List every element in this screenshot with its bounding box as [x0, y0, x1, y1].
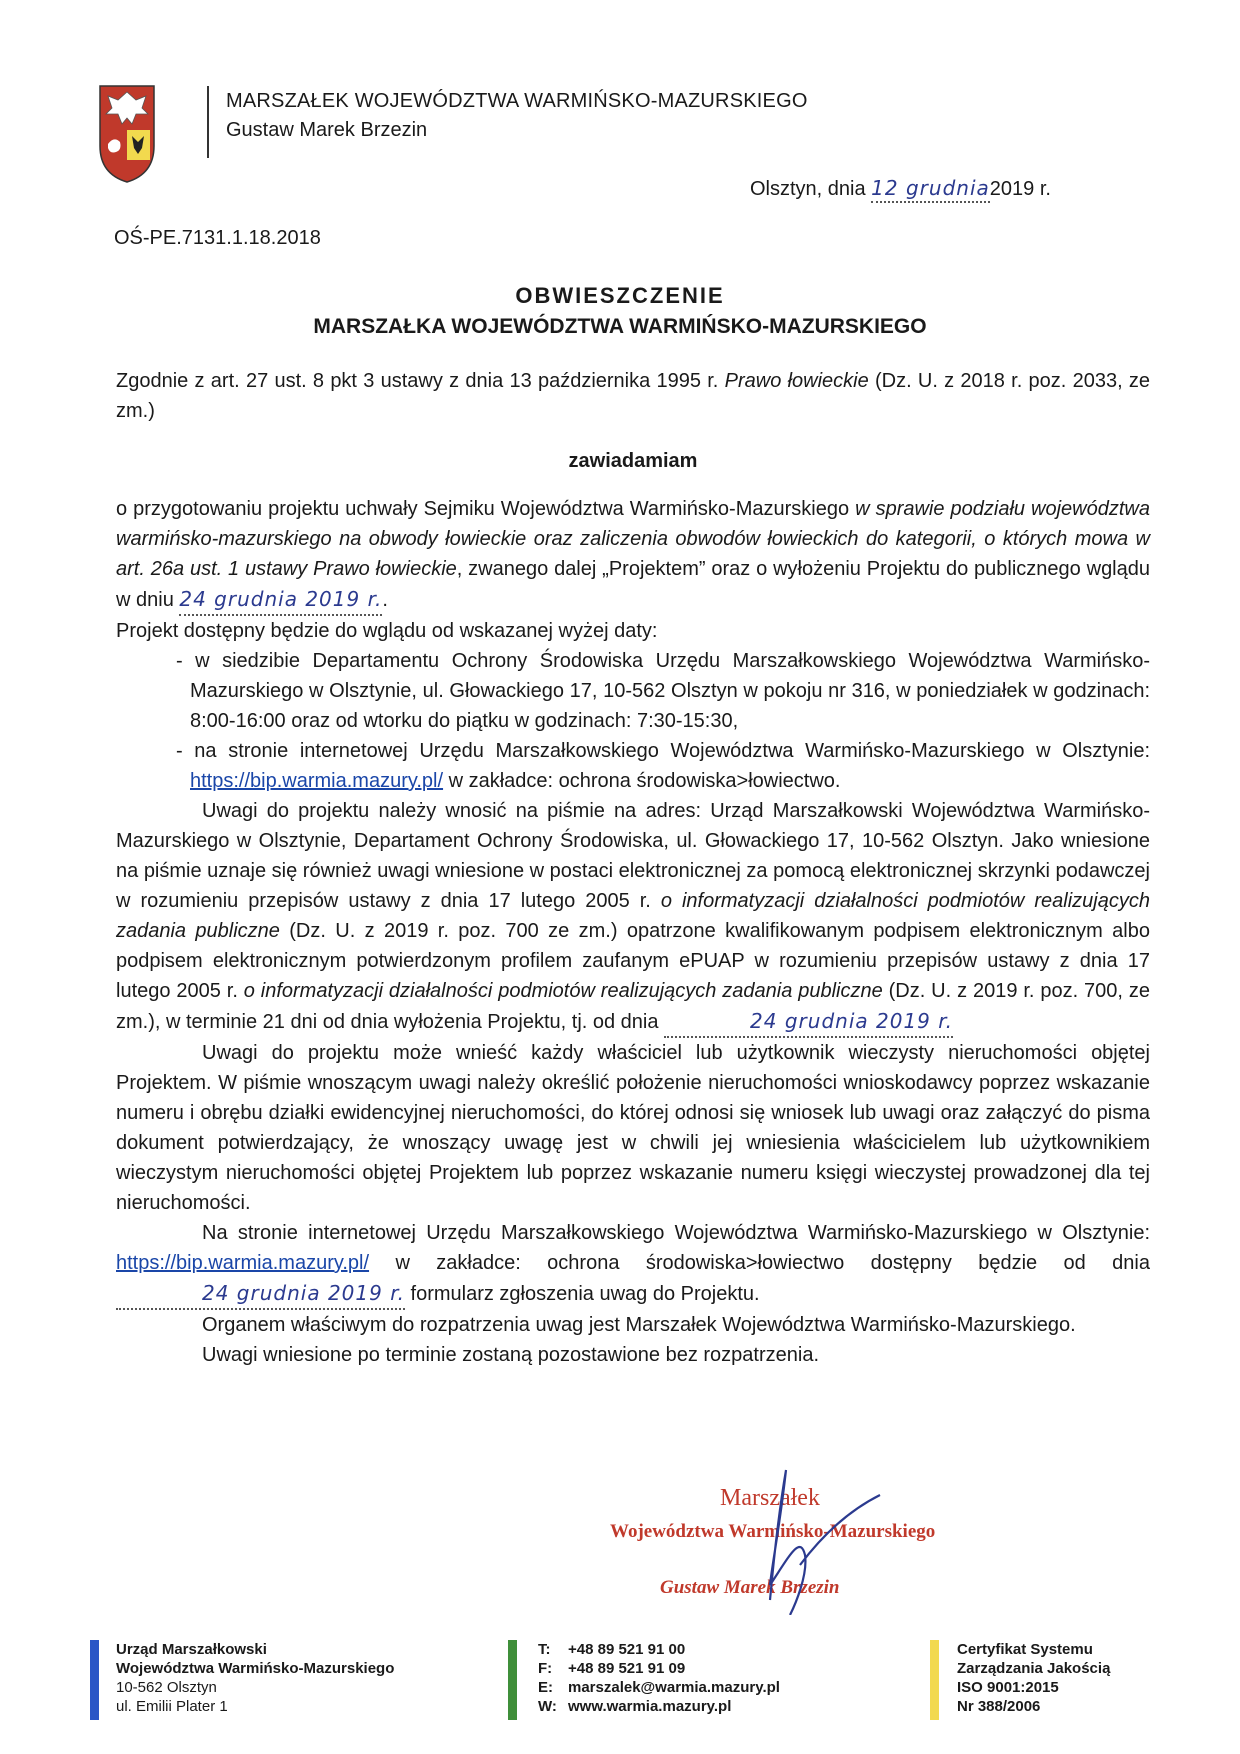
paragraph-late-submissions: Uwagi wniesione po terminie zostaną pozostawione bez rozpatrzenia.: [202, 1344, 820, 1366]
date-year: 2019 r.: [989, 178, 1051, 200]
stamp-line-2: Województwa Warmińsko-Mazurskiego: [610, 1521, 936, 1542]
phone-number: +48 89 521 91 00: [568, 1641, 686, 1658]
footer-bar-green: [508, 1640, 517, 1720]
issuer-title: MARSZAŁEK WOJEWÓDZTWA WARMIŃSKO-MAZURSKIEGO: [226, 90, 808, 112]
bip-link[interactable]: https://bip.warmia.mazury.pl/: [190, 770, 444, 792]
paragraph-availability: Projekt dostępny będzie do wglądu od wskazanej wyżej daty:: [116, 620, 658, 642]
paragraph-form: Na stronie internetowej Urzędu Marszałkowskiego Województwa Warmińsko-Mazurskiego w Olsztynie: https://bip.warmia.mazury.pl/ w zakładce: ochrona środowiska>łowiectwo dostępny będzie od dnia 24 grudnia 2019 r. formularz zgłoszenia uwag do Projektu.: [116, 1218, 1150, 1310]
document-body: [116, 366, 1150, 1370]
footer-bar-blue: [90, 1640, 99, 1720]
paragraph-authority: Organem właściwym do rozpatrzenia uwag jest Marszałek Województwa Warmińsko-Mazurskiego.: [202, 1314, 1076, 1336]
intro-paragraph: Zgodnie z art. 27 ust. 8 pkt 3 ustawy z dnia 13 października 1995 r. Prawo łowieckie (Dz. U. z 2018 r. poz. 2033, ze zm.): [116, 370, 1151, 422]
coat-of-arms-icon: [98, 84, 156, 184]
footer-contact: T: +48 89 521 91 00 F: +48 89 521 91 09 E: marszalek@warmia.mazury.pl W: www.warmia.mazury.pl: [538, 1641, 780, 1715]
document-title: OBWIESZCZENIE: [515, 283, 725, 308]
date-prefix: Olsztyn, dnia: [750, 178, 866, 200]
paragraph-who-may-submit: Uwagi do projektu może wnieść każdy właściciel lub użytkownik wieczysty nieruchomości objętej Projektem. W piśmie wnoszącym uwagi należy określić położenie nieruchomości wnioskodawcy poprzez wskazanie numeru i obrębu działki ewidencyjnej nieruchomości, do której odnosi się wniosek lub uwagi oraz załączyć do pisma dokument potwierdzający, że wnoszący uwagę jest w chwili jej wniesienia właścicielem lub użytkownikiem wieczystym nieruchomości objętej Projektem lub poprzez wskazanie numeru księgi wieczystej prowadzonej dla tej nieruchomości.: [116, 1042, 1150, 1214]
paragraph-project: o przygotowaniu projektu uchwały Sejmiku Województwa Warmińsko-Mazurskiego w sprawie podziału województwa warmińsko-mazurskiego na obwody łowieckie oraz zaliczenia obwodów łowieckich do kategorii, o których mowa w art. 26a ust. 1 ustawy Prawo łowieckie, zwanego dalej „Projektem” oraz o wyłożeniu Projektu do publicznego wglądu w dniu 24 grudnia 2019 r..: [116, 494, 1150, 616]
handwritten-date: 24 grudnia 2019 r.: [179, 584, 382, 616]
stamp-line-1: Marszałek: [720, 1485, 820, 1511]
paragraph-submission: Uwagi do projektu należy wnosić na piśmie na adres: Urząd Marszałkowski Województwa Warmińsko-Mazurskiego w Olsztynie, Departament Ochrony Środowiska, ul. Głowackiego 17, 10-562 Olsztyn. Jako wniesione na piśmie uznaje się również uwagi wniesione w postaci elektronicznej za pomocą elektronicznej skrzynki podawczej w rozumieniu przepisów ustawy z dnia 17 lutego 2005 r. o informatyzacji działalności podmiotów realizujących zadania publiczne (Dz. U. z 2019 r. poz. 700 ze zm.) opatrzone kwalifikowanym podpisem elektronicznym albo podpisem elektronicznym potwierdzonym profilem zaufanym ePUAP w rozumieniu przepisów ustawy z dnia 17 lutego 2005 r. o informatyzacji działalności podmiotów realizujących zadania publiczne (Dz. U. z 2019 r. poz. 700, ze zm.), w terminie 21 dni od dnia wyłożenia Projektu, tj. od dnia 24 grudnia 2019 r.: [116, 796, 1150, 1038]
list-item: - na stronie internetowej Urzędu Marszałkowskiego Województwa Warmińsko-Mazurskiego w Olsztynie: https://bip.warmia.mazury.pl/ w zakładce: ochrona środowiska>łowiectwo.: [176, 740, 1150, 792]
footer-bar-yellow: [930, 1640, 939, 1720]
handwritten-date: 24 grudnia 2019 r.: [116, 1278, 405, 1310]
reference-number: OŚ-PE.7131.1.18.2018: [114, 227, 321, 249]
footer-office: Urząd Marszałkowski Województwa Warmińsko-Mazurskiego 10-562 Olsztyn ul. Emilii Plater 1: [116, 1641, 395, 1715]
list-item: - w siedzibie Departamentu Ochrony Środowiska Urzędu Marszałkowskiego Województwa Warmińsko-Mazurskiego w Olsztynie, ul. Głowackiego 17, 10-562 Olsztyn w pokoju nr 316, w poniedziałek w godzinach: 8:00-16:00 oraz od wtorku do piątku w godzinach: 7:30-15:30,: [176, 650, 1150, 732]
fax-number: +48 89 521 91 09: [568, 1660, 686, 1677]
place-and-date: [750, 176, 1051, 203]
website-address[interactable]: www.warmia.mazury.pl: [568, 1698, 732, 1715]
email-address[interactable]: marszalek@warmia.mazury.pl: [568, 1679, 780, 1696]
issuer-name: Gustaw Marek Brzezin: [226, 119, 428, 141]
bip-link[interactable]: https://bip.warmia.mazury.pl/: [116, 1252, 370, 1274]
date-handwritten-field: [871, 176, 990, 203]
document-subtitle: MARSZAŁKA WOJEWÓDZTWA WARMIŃSKO-MAZURSKIEGO: [313, 315, 927, 338]
date-handwritten: 12 grudnia: [871, 176, 990, 200]
stamp-line-3: Gustaw Marek Brzezin: [660, 1577, 840, 1598]
header-divider: [207, 86, 209, 158]
handwritten-date: 24 grudnia 2019 r.: [664, 1006, 953, 1038]
footer-certificate: Certyfikat Systemu Zarządzania Jakością ISO 9001:2015 Nr 388/2006: [957, 1641, 1111, 1715]
official-stamp-signature: [600, 1465, 1020, 1615]
notify-heading: zawiadamiam: [568, 450, 698, 472]
